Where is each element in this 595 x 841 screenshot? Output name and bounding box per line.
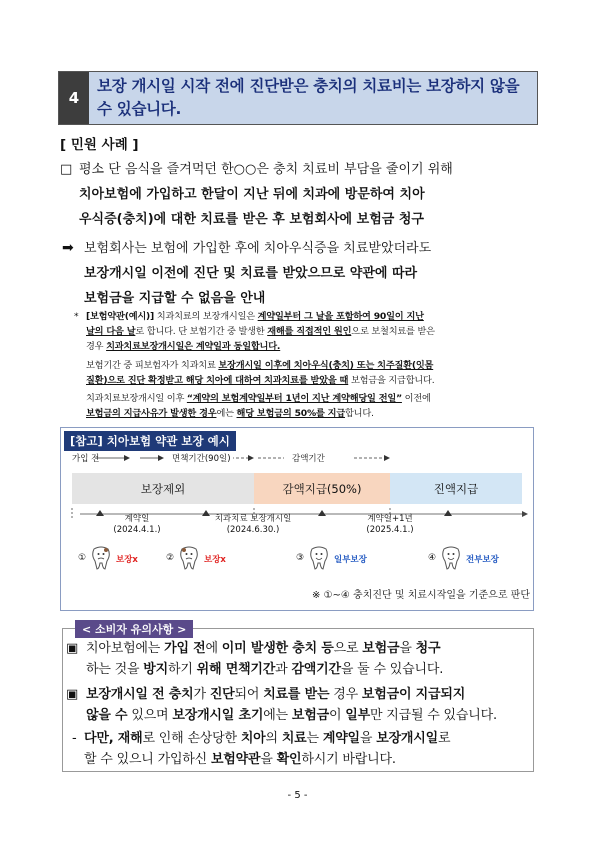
c1-t13: 과	[275, 662, 292, 677]
c2-t13: 이	[328, 708, 346, 723]
case-label: [ 민원 사례 ]	[60, 137, 139, 153]
c3-t8: 을	[359, 731, 377, 746]
c2-t7: 보험금이 지급되지	[361, 687, 466, 702]
c3-t15: 하시기 바랍니다.	[301, 752, 396, 767]
c3-t4: 의	[265, 731, 282, 746]
marker-one-year	[350, 514, 430, 536]
consumer-bullet-3-dash: -	[72, 731, 77, 746]
case-2-number: ②	[166, 553, 175, 563]
c3-t9: 보장개시일	[376, 731, 439, 746]
note-1-star: *	[74, 311, 79, 322]
bar-full: 진액지급	[390, 473, 522, 504]
note-1-emph-1: 계약일부터 그 날을 포함하여 90일이 지난	[257, 311, 424, 322]
sad-tooth-icon	[178, 545, 200, 571]
c2-t12: 보험금	[291, 708, 329, 723]
note-1-text: 치과치료의 보장개시일은	[154, 311, 258, 322]
marker-contract-date	[100, 514, 174, 536]
phase-exempt-label: 면책기간(90일)	[172, 454, 231, 464]
case-3-label: 일부보장	[334, 555, 367, 565]
c3-t11: 할 수 있으니 가입하신	[84, 752, 211, 767]
c3-t6: 는	[306, 731, 323, 746]
c2-t6: 경우	[329, 687, 362, 702]
coverage-example-title: [참고] 치아보험 약관 보장 예시	[64, 431, 236, 451]
c3-t10: 로	[438, 731, 451, 746]
c3-t12: 보험약관	[210, 752, 261, 767]
marker-coverage-start	[198, 514, 308, 536]
result-line-1: 보험회사는 보험에 가입한 후에 치아우식증을 치료받았더라도	[84, 241, 432, 256]
case-1	[78, 545, 148, 571]
c3-t5: 치료	[281, 731, 307, 746]
c1-t3: 에	[205, 641, 222, 656]
note-2-text: 보험기간 중 피보험자가 치과치료	[86, 360, 219, 371]
phase-reduced-label: 감액기간	[292, 454, 325, 464]
case-4-label: 전부보장	[466, 555, 499, 565]
note-1-emph-3: 재해를 직접적인 원인	[267, 326, 352, 337]
marker-coverage-label: 치과치료 보장개시일	[214, 514, 292, 524]
c1-t9: 하는 것을	[86, 662, 144, 677]
c1-t6: 보험금	[362, 641, 400, 656]
section-header	[58, 71, 538, 125]
c2-t2: 가	[193, 687, 210, 702]
note-3-emph-3: 해당 보험금의 50%를 지급	[236, 408, 345, 419]
note-2	[86, 358, 540, 388]
note-1	[74, 309, 540, 354]
c2-t14: 일부	[345, 708, 370, 723]
diagram-footnote: ※ ①~④ 충치진단 및 치료시작일을 기준으로 판단	[312, 590, 530, 601]
c2-t15: 만 지급될 수 있습니다.	[369, 708, 497, 723]
case-3-number: ③	[296, 553, 305, 563]
result-line-2: 보장개시일 이전에 진단 및 치료를 받았으므로 약관에 따라	[84, 266, 418, 281]
consumer-bullet-1-mark: ▣	[66, 641, 79, 656]
marker-coverage-value: (2024.6.30.)	[226, 525, 280, 535]
c3-t1: 다만, 재해	[84, 731, 143, 746]
smiling-tooth-icon	[308, 545, 330, 571]
section-title: 보장 개시일 시작 전에 진단받은 충치의 치료비는 보장하지 않을 수 있습니다.	[89, 72, 537, 124]
case-line-3: 우식증(충치)에 대한 치료를 받은 후 보험회사에 보험금 청구	[79, 212, 424, 227]
c1-t8: 청구	[415, 641, 441, 656]
c1-t10: 방지	[143, 662, 169, 677]
c2-t1: 보장개시일 전 충치	[86, 687, 194, 702]
c1-t1: 치아보험에는	[86, 641, 165, 656]
phase-join-label: 가입 전	[72, 454, 100, 464]
c3-t7: 계약일	[322, 731, 360, 746]
note-3	[86, 391, 540, 421]
c2-t9: 있으며	[127, 708, 173, 723]
consumer-bullet-2	[86, 684, 530, 726]
c1-t15: 을 둘 수 있습니다.	[340, 662, 444, 677]
note-1-emph-2: 날의 다음 날	[86, 326, 136, 337]
note-1-text-2: 로 합니다. 단 보험기간 중 발생한	[135, 326, 268, 337]
note-3-text-4: 합니다.	[345, 408, 374, 419]
c2-t4: 되어	[234, 687, 264, 702]
c1-t11: 하기	[168, 662, 197, 677]
consumer-notes-title: < 소비자 유의사항 >	[75, 620, 193, 638]
sad-tooth-icon	[90, 545, 112, 571]
c3-t14: 확인	[276, 752, 302, 767]
case-1-number: ①	[78, 553, 87, 563]
c2-t11: 에는	[263, 708, 292, 723]
case-3	[296, 545, 386, 571]
note-3-text-2: 이전에	[401, 393, 431, 404]
marker-contract-value: (2024.4.1.)	[113, 525, 161, 535]
c2-t8: 않을 수	[86, 708, 128, 723]
consumer-bullet-1	[86, 638, 530, 680]
section-number: 4	[59, 72, 89, 124]
c2-t10: 보장개시일 초기	[172, 708, 264, 723]
result-line-3: 보험금을 지급할 수 없음을 안내	[84, 291, 266, 306]
bar-reduced: 감액지급(50%)	[254, 473, 390, 504]
c1-t12: 위해 면책기간	[196, 662, 276, 677]
c1-t2: 가입 전	[164, 641, 206, 656]
note-1-label: [보험약관(예시)]	[86, 311, 155, 322]
note-1-text-3: 으로 보철치료를 받은	[351, 326, 435, 337]
note-3-text-3: 에는	[216, 408, 237, 419]
bar-exclusion: 보장제외	[72, 473, 254, 504]
note-1-emph-4: 치과치료보장개시일은 계약일과 동일합니다.	[106, 341, 281, 352]
c1-t5: 으로	[333, 641, 363, 656]
case-1-label: 보장x	[116, 555, 138, 565]
consumer-bullet-3	[84, 728, 530, 770]
note-3-text: 치과치료보장개시일 이후	[86, 393, 187, 404]
c3-t3: 치아	[240, 731, 266, 746]
case-4-number: ④	[428, 553, 437, 563]
page-number: - 5 -	[287, 790, 308, 801]
c1-t14: 감액기간	[291, 662, 341, 677]
marker-contract-label: 계약일	[124, 514, 150, 524]
c3-t13: 을	[260, 752, 277, 767]
c1-t7: 을	[399, 641, 416, 656]
result-arrow-icon: ➡	[62, 240, 74, 256]
note-1-text-4: 경우	[86, 341, 107, 352]
case-line-2: 치아보험에 가입하고 한달이 지난 뒤에 치과에 방문하여 치아	[79, 187, 425, 202]
note-2-emph-1: 보장개시일 이후에 치아우식(충치) 또는 치주질환(잇몸	[218, 360, 434, 371]
note-3-emph-2: 보험금의 지급사유가 발생한 경우	[86, 408, 217, 419]
c2-t3: 진단	[209, 687, 235, 702]
note-3-emph-1: “계약의 보험계약일부터 1년이 지난 계약해당일 전일”	[186, 393, 402, 404]
marker-one-year-label: 계약일+1년	[367, 514, 413, 524]
case-line-1: 평소 단 음식을 즐겨먹던 한○○은 충치 치료비 부담을 줄이기 위해	[79, 162, 453, 177]
c3-t2: 로 인해 손상당한	[142, 731, 241, 746]
consumer-bullet-2-mark: ▣	[66, 687, 79, 702]
case-2-label: 보장x	[204, 555, 226, 565]
c2-t5: 치료를 받는	[263, 687, 330, 702]
case-4	[428, 545, 524, 571]
note-2-emph-2: 질환)으로 진단 확정받고 해당 치아에 대하여 치과치료를 받았을 때	[86, 375, 349, 386]
c1-t4: 이미 발생한 충치 등	[221, 641, 334, 656]
case-bullet: □	[60, 162, 73, 177]
case-2	[166, 545, 236, 571]
smiling-tooth-icon	[440, 545, 462, 571]
marker-one-year-value: (2025.4.1.)	[366, 525, 414, 535]
note-2-text-2: 보험금을 지급합니다.	[348, 375, 435, 386]
